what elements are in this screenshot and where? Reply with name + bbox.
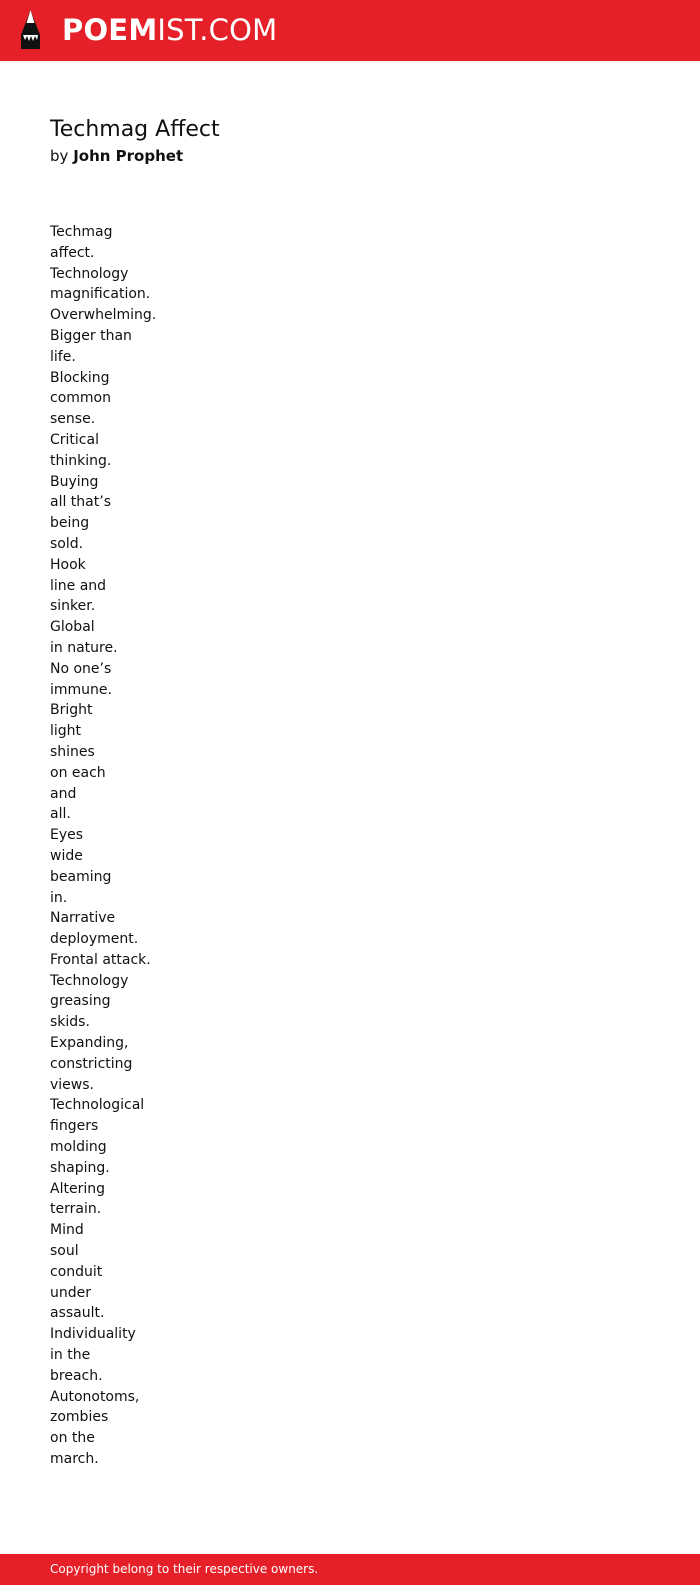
poem-line: affect. xyxy=(50,244,95,261)
poem-line: Hook xyxy=(50,556,86,573)
poem-line: Critical xyxy=(50,431,99,448)
poem-line: constricting xyxy=(50,1055,133,1072)
poem-line: Mind xyxy=(50,1222,84,1239)
poem-line: sold. xyxy=(50,535,84,552)
poem-line: in. xyxy=(50,889,68,906)
poem-line: Frontal attack. xyxy=(50,951,151,968)
poem-line: Buying xyxy=(50,473,99,490)
poem-line: No one’s xyxy=(50,660,112,677)
poem-line: wide xyxy=(50,847,83,864)
poem-line: on the xyxy=(50,1430,95,1447)
poem-line: on each xyxy=(50,764,106,781)
poem-line: Overwhelming. xyxy=(50,307,157,324)
poem-line: Blocking xyxy=(50,369,110,386)
poem-line: deployment. xyxy=(50,931,139,948)
copyright-text: Copyright belong to their respective owners. xyxy=(50,1562,319,1576)
poem-line: soul xyxy=(50,1243,79,1260)
poem-line: breach. xyxy=(50,1367,103,1384)
poem-line: all that’s xyxy=(50,494,111,511)
poem-line: views. xyxy=(50,1076,94,1093)
poem-line: Autonotoms, xyxy=(50,1388,140,1405)
poem-line: Bright xyxy=(50,702,93,719)
poem-line: being xyxy=(50,515,90,532)
poem-line: immune. xyxy=(50,681,112,698)
poem-line: Altering xyxy=(50,1180,105,1197)
poem-line: zombies xyxy=(50,1409,109,1426)
pencil-tip-icon[interactable] xyxy=(18,9,43,51)
poem-line: sense. xyxy=(50,411,96,428)
site-logo[interactable] xyxy=(62,13,277,47)
poem-line: greasing xyxy=(50,993,111,1010)
poem-line: Expanding, xyxy=(50,1035,129,1052)
poem-byline xyxy=(50,147,610,165)
poem-line: Techmag xyxy=(50,224,113,240)
poem-line: terrain. xyxy=(50,1201,102,1218)
poem-line: common xyxy=(50,390,111,407)
poem-line: thinking. xyxy=(50,452,112,469)
poem-line: march. xyxy=(50,1451,99,1468)
poem-line: molding xyxy=(50,1139,107,1156)
poem-line: assault. xyxy=(50,1305,105,1322)
poem-line: in nature. xyxy=(50,639,118,656)
by-label: by xyxy=(50,147,69,165)
author-name[interactable]: John Prophet xyxy=(73,147,184,165)
poem-line: and xyxy=(50,785,77,802)
poem-line: shines xyxy=(50,743,95,760)
poem-line: line and xyxy=(50,577,107,594)
poem-title: Techmag Affect xyxy=(50,117,220,142)
poem-body xyxy=(50,222,610,1470)
site-header xyxy=(0,0,700,61)
poem-line: life. xyxy=(50,348,76,365)
poem-content xyxy=(50,116,610,1470)
site-footer xyxy=(0,1554,700,1585)
poem-line: in the xyxy=(50,1347,91,1364)
poem-line: beaming xyxy=(50,868,112,885)
poem-line: Individuality xyxy=(50,1326,136,1343)
poem-line: Technology xyxy=(50,972,129,989)
poem-line: fingers xyxy=(50,1118,99,1135)
logo-secondary-text: IST.COM xyxy=(157,13,278,47)
poem-line: light xyxy=(50,723,82,740)
poem-line: Global xyxy=(50,619,95,636)
poem-line: shaping. xyxy=(50,1159,110,1176)
logo-primary-text: POEM xyxy=(62,13,158,47)
poem-line: sinker. xyxy=(50,598,96,615)
poem-line: conduit xyxy=(50,1263,103,1280)
poem-line: Bigger than xyxy=(50,327,132,344)
poem-line: all. xyxy=(50,806,71,823)
poem-line: Technology xyxy=(50,265,129,282)
poem-line: Technological xyxy=(50,1097,145,1114)
poem-line: magnification. xyxy=(50,286,151,303)
poem-line: skids. xyxy=(50,1014,90,1031)
poem-line: Eyes xyxy=(50,827,84,844)
poem-line: Narrative xyxy=(50,910,116,927)
poem-line: under xyxy=(50,1284,92,1301)
